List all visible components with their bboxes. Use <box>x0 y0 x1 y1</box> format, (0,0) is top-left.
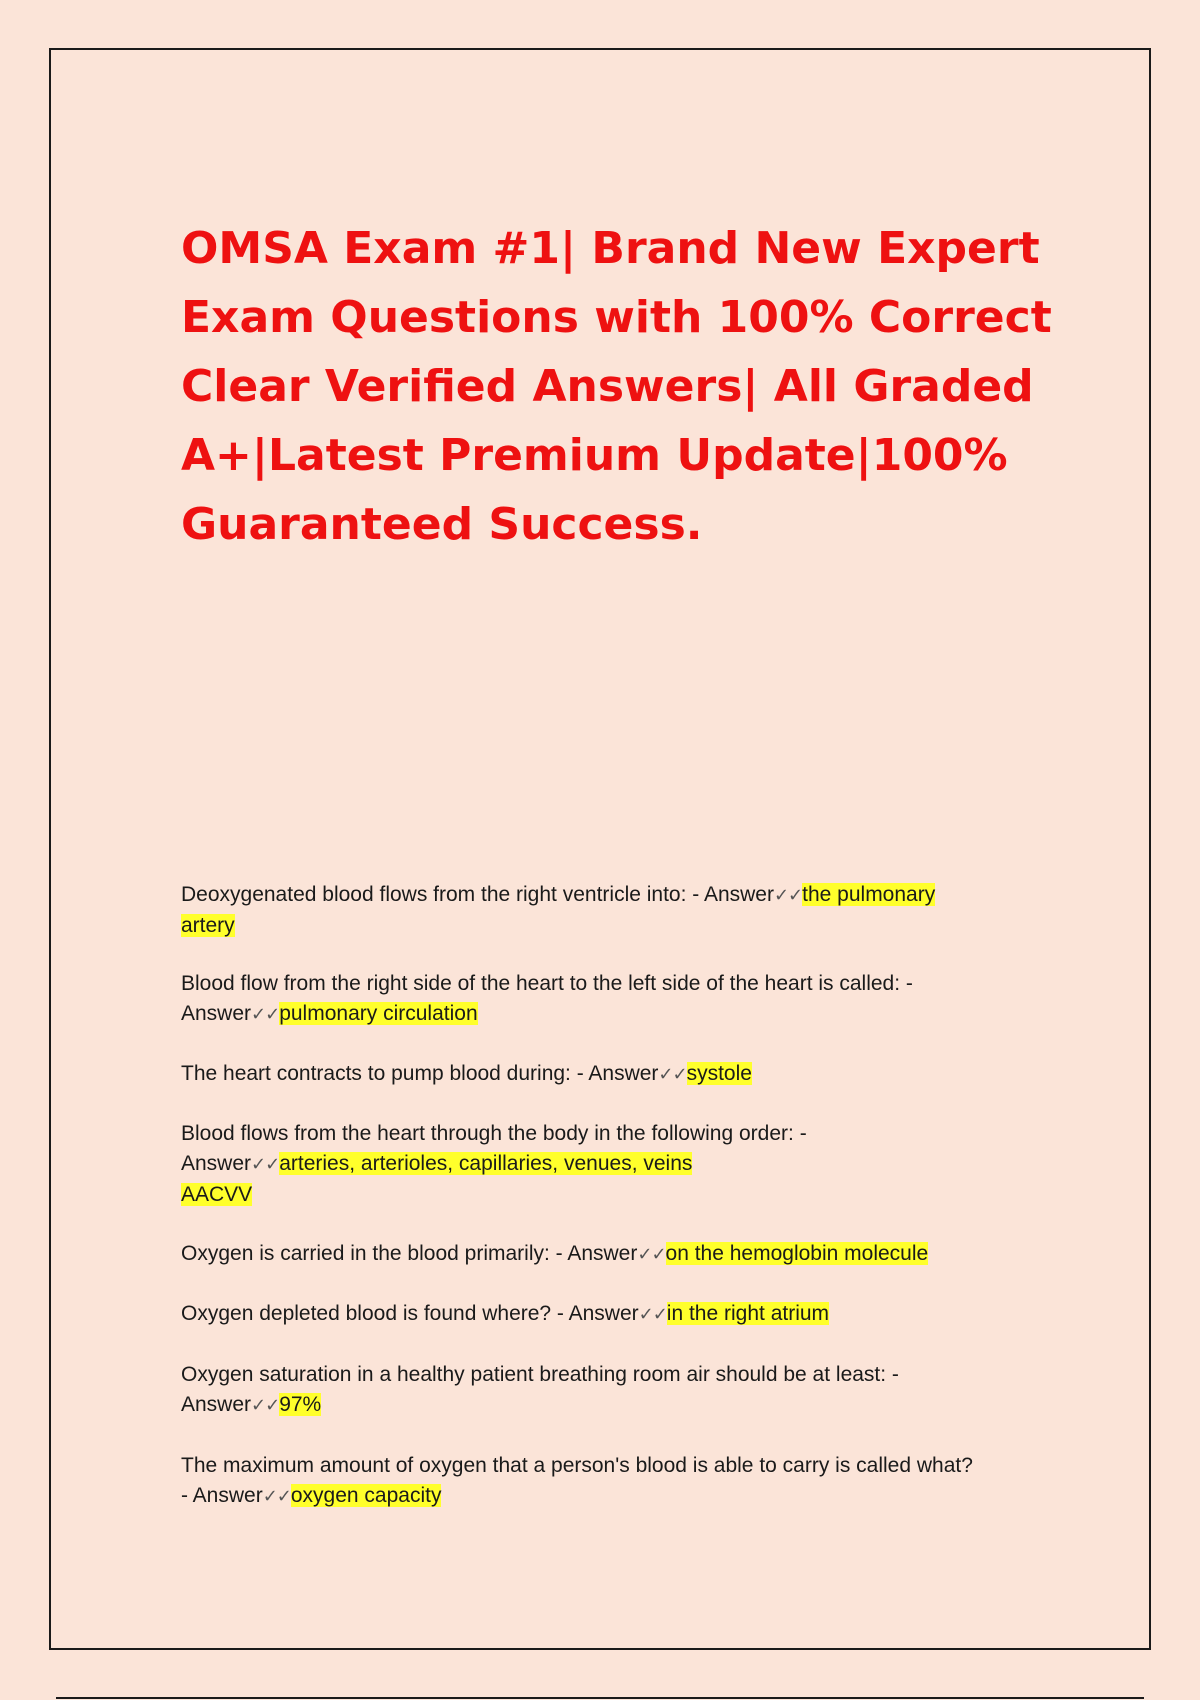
qa-line <box>181 999 1051 1030</box>
answer-highlight: oxygen capacity <box>290 1484 442 1507</box>
title-line: OMSA Exam #1| Brand New Expert <box>181 223 1040 274</box>
qa-line <box>181 1451 1051 1481</box>
answer-highlight: the pulmonary <box>802 883 936 906</box>
question-text: The heart contracts to pump blood during: - Answer <box>181 1062 659 1085</box>
qa-line <box>181 1059 1051 1090</box>
qa-line <box>181 1481 1051 1512</box>
answer-label: Answer <box>181 1393 252 1416</box>
question-text: Oxygen is carried in the blood primarily: - Answer <box>181 1242 638 1265</box>
title-line: Clear Verified Answers| All Graded <box>181 361 1034 412</box>
answer-label: Answer <box>181 1152 252 1175</box>
question-text: The maximum amount of oxygen that a person's blood is able to carry is called what? <box>181 1454 973 1477</box>
qa-item <box>181 1059 1051 1090</box>
answer-highlight: AACVV <box>181 1183 253 1206</box>
qa-line <box>181 880 1051 911</box>
answer-highlight: systole <box>686 1062 752 1085</box>
answer-highlight: arteries, arterioles, capillaries, venues, veins <box>279 1152 693 1175</box>
answer-highlight: artery <box>181 914 235 937</box>
qa-line <box>181 1149 1051 1180</box>
question-text: Blood flows from the heart through the body in the following order: - <box>181 1122 807 1145</box>
check-marks-icon: ✓✓ <box>773 885 803 906</box>
answer-highlight: in the right atrium <box>666 1302 830 1325</box>
question-answer-list <box>181 880 1051 1512</box>
check-marks-icon: ✓✓ <box>658 1064 687 1085</box>
check-marks-icon: ✓✓ <box>251 1154 280 1175</box>
qa-item <box>181 1299 1051 1330</box>
document-title <box>181 214 1061 559</box>
qa-item <box>181 880 1051 941</box>
qa-line <box>181 1119 1051 1149</box>
next-page-top-border <box>56 1697 1144 1699</box>
question-text: Blood flow from the right side of the heart to the left side of the heart is called: - <box>181 972 913 995</box>
title-line: A+|Latest Premium Update|100% <box>181 430 1008 481</box>
title-line: Exam Questions with 100% Correct <box>181 292 1052 343</box>
answer-label: - Answer <box>181 1484 263 1507</box>
check-marks-icon: ✓✓ <box>638 1304 667 1325</box>
answer-highlight: pulmonary circulation <box>279 1002 478 1025</box>
qa-line <box>181 1360 1051 1390</box>
qa-item <box>181 1360 1051 1421</box>
check-marks-icon: ✓✓ <box>637 1244 666 1265</box>
answer-highlight: on the hemoglobin molecule <box>665 1242 929 1265</box>
qa-line <box>181 1390 1051 1421</box>
qa-line <box>181 1180 1051 1210</box>
answer-label: Answer <box>181 1002 252 1025</box>
qa-line <box>181 969 1051 999</box>
check-marks-icon: ✓✓ <box>251 1395 280 1416</box>
question-text: Deoxygenated blood flows from the right ventricle into: - Answer <box>181 883 774 906</box>
check-marks-icon: ✓✓ <box>262 1486 291 1507</box>
qa-line <box>181 1239 1051 1270</box>
answer-highlight: 97% <box>279 1393 322 1416</box>
question-text: Oxygen depleted blood is found where? - Answer <box>181 1302 639 1325</box>
qa-line <box>181 911 1051 941</box>
qa-item <box>181 969 1051 1030</box>
qa-item <box>181 1451 1051 1512</box>
qa-item <box>181 1239 1051 1270</box>
check-marks-icon: ✓✓ <box>251 1004 280 1025</box>
question-text: Oxygen saturation in a healthy patient breathing room air should be at least: - <box>181 1363 899 1386</box>
title-line: Guaranteed Success. <box>181 499 703 550</box>
qa-line <box>181 1299 1051 1330</box>
qa-item <box>181 1119 1051 1210</box>
